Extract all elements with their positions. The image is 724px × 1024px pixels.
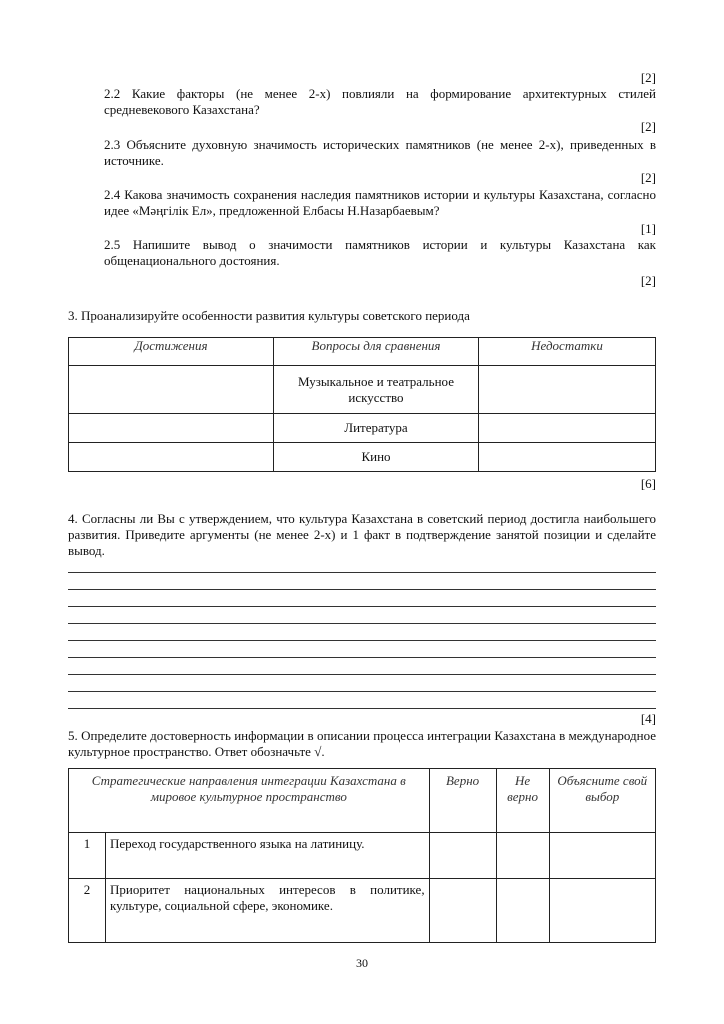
row-number: 2 (69, 879, 106, 943)
integration-table (68, 768, 656, 943)
table-row (69, 366, 656, 414)
row-number: 1 (69, 833, 106, 879)
table-cell: Литература (274, 414, 479, 443)
table-cell: Кино (274, 443, 479, 472)
page-number: 30 (356, 956, 368, 970)
score-label: [1] (640, 221, 656, 236)
score-label: [2] (640, 119, 656, 134)
question-2-2: 2.2 Какие факторы (не менее 2-х) повлияли на формирование архитектурных стилей средневекового Казахстана? (104, 86, 656, 117)
answer-line[interactable] (68, 708, 656, 709)
table-cell: Приоритет национальных интересов в политике, культуре, социальной сфере, экономике. (106, 879, 430, 943)
answer-cell[interactable] (479, 443, 656, 472)
answer-cell[interactable] (479, 366, 656, 414)
answer-line[interactable] (68, 657, 656, 658)
table-row (69, 414, 656, 443)
answer-line[interactable] (68, 623, 656, 624)
score-label: [4] (640, 711, 656, 726)
table-header: Верно (429, 769, 496, 833)
question-5: 5. Определите достоверность информации в описании процесса интеграции Казахстана в международное культурное пространство. Ответ обозначьте √. (68, 728, 656, 759)
answer-cell[interactable] (69, 414, 274, 443)
answer-cell[interactable] (69, 443, 274, 472)
answer-cell[interactable] (496, 879, 549, 943)
table-header: Вопросы для сравнения (274, 338, 479, 366)
answer-cell[interactable] (429, 879, 496, 943)
score-label: [2] (640, 170, 656, 185)
answer-line[interactable] (68, 606, 656, 607)
table-row (69, 879, 656, 943)
answer-line[interactable] (68, 674, 656, 675)
answer-line[interactable] (68, 589, 656, 590)
answer-line[interactable] (68, 640, 656, 641)
answer-cell[interactable] (549, 833, 655, 879)
answer-line[interactable] (68, 691, 656, 692)
table-header: Достижения (69, 338, 274, 366)
table-cell: Музыкальное и театральное искусство (274, 366, 479, 414)
table-header: Стратегические направления интеграции Казахстана в мировое культурное пространство (69, 769, 430, 833)
answer-cell[interactable] (479, 414, 656, 443)
table-cell: Переход государственного языка на латиницу. (106, 833, 430, 879)
answer-cell[interactable] (429, 833, 496, 879)
table-header: Не верно (496, 769, 549, 833)
table-row (69, 443, 656, 472)
table-header: Недостатки (479, 338, 656, 366)
question-2-3: 2.3 Объясните духовную значимость исторических памятников (не менее 2-х), приведенных в источнике. (104, 137, 656, 168)
score-label: [2] (640, 70, 656, 85)
table-header: Объясните свой выбор (549, 769, 655, 833)
question-2-5: 2.5 Напишите вывод о значимости памятников истории и культуры Казахстана как общенационального достояния. (104, 237, 656, 268)
comparison-table (68, 337, 656, 472)
answer-cell[interactable] (69, 366, 274, 414)
answer-cell[interactable] (496, 833, 549, 879)
score-label: [6] (640, 476, 656, 491)
table-row (69, 833, 656, 879)
answer-cell[interactable] (549, 879, 655, 943)
question-4: 4. Согласны ли Вы с утверждением, что культура Казахстана в советский период достигла наибольшего развития. Приведите аргументы (не менее 2-х) и 1 факт в подтверждение занятой позиции и сделайте вывод. (68, 511, 656, 558)
score-label: [2] (640, 273, 656, 288)
question-3: 3. Проанализируйте особенности развития культуры советского периода (68, 308, 470, 323)
answer-line[interactable] (68, 572, 656, 573)
question-2-4: 2.4 Какова значимость сохранения наследия памятников истории и культуры Казахстана, согласно идее «Мәңгілік Ел», предложенной Елбасы Н.Назарбаевым? (104, 187, 656, 218)
